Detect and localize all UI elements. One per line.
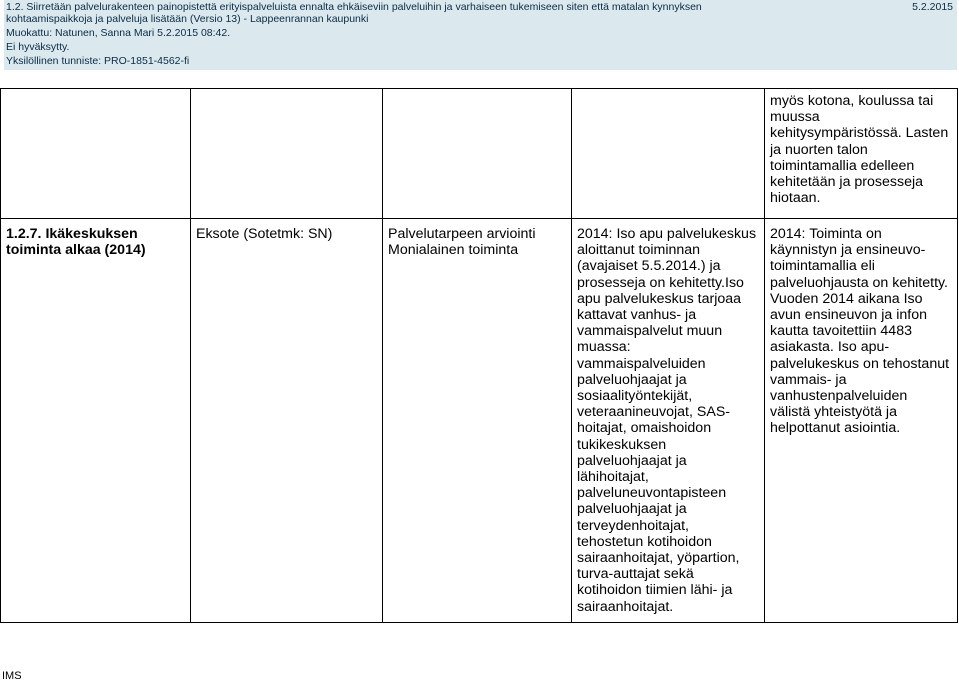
header-status: Ei hyväksytty. — [6, 41, 70, 53]
table-cell — [1, 89, 191, 219]
table-cell-responsible: Eksote (Sotetmk: SN) — [191, 219, 383, 623]
table-cell-method: Palvelutarpeen arviointi Monialainen toiminta — [383, 219, 572, 623]
header-title-line2: kohtaamispaikkoja ja palveluja lisätään (Versio 13) - Lappeenrannan kaupunki — [6, 13, 369, 25]
footer-label: IMS — [2, 670, 22, 682]
document-header — [4, 0, 957, 70]
table-row — [1, 89, 958, 219]
table-cell — [572, 89, 765, 219]
table-cell — [191, 89, 383, 219]
content-table — [0, 88, 958, 623]
table-cell-status: 2014: Iso apu palvelukeskus aloittanut toiminnan (avajaiset 5.5.2014.) ja prosesseja on kehitetty.Iso apu palvelukeskus tarjoaa kattavat vanhus- ja vammaispalvelut muun muassa: vammaispalveluiden palveluohjaajat ja sosiaalityöntekijät, veteraanineuvojat, SAS-hoitajat, omaishoidon tukikeskuksen palveluohjaajat ja lähihoitajat, palveluneuvontapisteen palveluohjaajat ja terveydenhoitajat, tehostetun kotihoidon sairaanhoitajat, yöpartion, turva-auttajat sekä kotihoidon tiimien lähi- ja sairaanhoitajat. — [572, 219, 765, 623]
header-identifier: Yksilöllinen tunniste: PRO-1851-4562-fi — [6, 55, 190, 67]
table-cell-result: 2014: Toiminta on käynnistyn ja ensineuvo-toimintamallia eli palveluohjausta on kehitetty. Vuoden 2014 aikana Iso avun ensineuvon ja infon kautta tavoitettiin 4483 asiakasta. Iso apu-palvelukeskus on tehostanut vammais- ja vanhustenpalveluiden välistä yhteistyötä ja helpottanut asiointia. — [765, 219, 958, 623]
header-date: 5.2.2015 — [912, 1, 953, 13]
table-cell: myös kotona, koulussa tai muussa kehitysympäristössä. Lasten ja nuorten talon toimintamallia edelleen kehitetään ja prosesseja hiotaan. — [765, 89, 958, 219]
table-cell-goal: 1.2.7. Ikäkeskuksen toiminta alkaa (2014) — [1, 219, 191, 623]
header-title-line1: 1.2. Siirretään palvelurakenteen painopistettä erityispalveluista ennalta ehkäiseviin palveluihin ja varhaiseen tukemiseen siten että matalan kynnyksen — [6, 1, 702, 13]
table-cell — [383, 89, 572, 219]
header-modified: Muokattu: Natunen, Sanna Mari 5.2.2015 08:42. — [6, 27, 231, 39]
table-row — [1, 219, 958, 623]
